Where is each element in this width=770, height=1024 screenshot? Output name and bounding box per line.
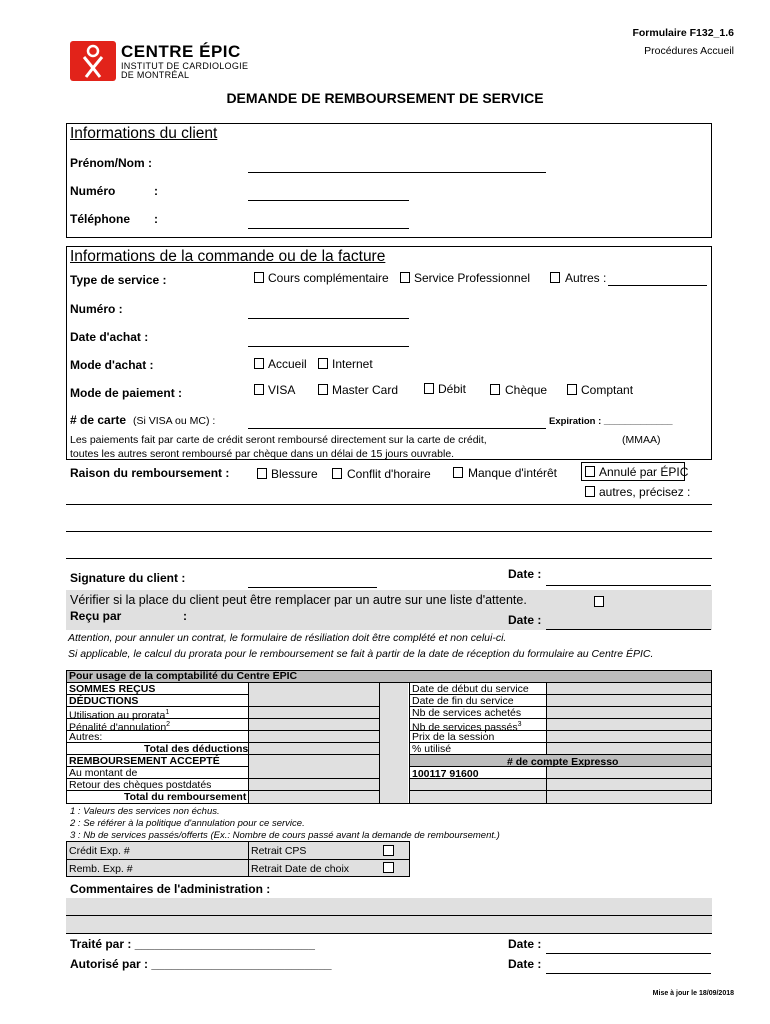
- purchase-date-field[interactable]: [248, 346, 409, 347]
- retrait-cps-checkbox[interactable]: [383, 845, 394, 856]
- reason-injury-label: Blessure: [271, 467, 318, 481]
- retrait-cps-label: Retrait CPS: [251, 845, 307, 857]
- penalty-label: Pénalité d'annulation$^2$: [69, 721, 171, 734]
- payment-visa-checkbox[interactable]: [254, 384, 264, 395]
- reason-schedule-label: Conflit d'horaire: [347, 467, 431, 481]
- logo-name: CENTRE ÉPIC: [121, 42, 241, 61]
- waitlist-checkbox[interactable]: [594, 596, 604, 607]
- reason-other-checkbox[interactable]: [585, 486, 595, 497]
- reason-cancelled-label: Annulé par ÉPIC: [599, 465, 689, 479]
- session-price-label: Prix de la session: [412, 731, 495, 743]
- order-number-label: Numéro :: [70, 302, 123, 316]
- sums-received-label: SOMMES REÇUS: [69, 683, 156, 695]
- footnote-2: 2 : Se référer à la politique d'annulation pour ce service.: [70, 818, 305, 829]
- expresso-header: # de compte Expresso: [507, 756, 619, 768]
- payment-cash-checkbox[interactable]: [567, 384, 577, 395]
- card-number-label: # de carte: [70, 413, 127, 427]
- purchase-mode-internet-label: Internet: [332, 357, 373, 371]
- processed-date-label: Date :: [508, 937, 542, 951]
- services-used-footnote-ref: 3: [517, 721, 522, 728]
- card-number-note: (Si VISA ou MC) :: [133, 415, 216, 427]
- phone-field[interactable]: [248, 228, 409, 229]
- payment-cheque-checkbox[interactable]: [490, 384, 500, 395]
- card-number-field[interactable]: [248, 428, 546, 429]
- total-deductions-label: Total des déductions: [144, 743, 249, 755]
- services-bought-label: Nb de services achetés: [412, 707, 522, 719]
- service-type-label: Type de service :: [70, 273, 167, 287]
- payment-mastercard-label: Master Card: [332, 383, 399, 397]
- purchase-mode-accueil-checkbox[interactable]: [254, 358, 264, 369]
- phone-colon: :: [154, 212, 158, 226]
- name-field[interactable]: [248, 172, 546, 173]
- service-professional-label: Service Professionnel: [414, 271, 531, 285]
- form-code: Formulaire F132_1.6: [632, 27, 734, 39]
- department-label: Procédures Accueil: [644, 45, 734, 57]
- received-by-label: Reçu par: [70, 609, 122, 623]
- reason-line-2[interactable]: [66, 531, 712, 532]
- client-number-colon: :: [154, 184, 158, 198]
- reason-injury-checkbox[interactable]: [257, 468, 267, 479]
- service-other-label: Autres :: [565, 271, 607, 285]
- update-date: Mise à jour le 18/09/2018: [652, 990, 734, 997]
- retrait-date-label: Retrait Date de choix: [251, 863, 350, 875]
- client-signature-label: Signature du client :: [70, 571, 186, 585]
- client-signature-field[interactable]: [248, 587, 377, 588]
- order-info-heading: Informations de la commande ou de la facture: [70, 248, 386, 265]
- reason-cancelled-checkbox[interactable]: [585, 466, 595, 477]
- prorata-label: Utilisation au prorata$^1$: [69, 709, 170, 722]
- amount-label: Au montant de: [69, 767, 138, 779]
- signature-date-label: Date :: [508, 567, 542, 581]
- prorata-note: Si applicable, le calcul du prorata pour le remboursement se fait à partir de la date de réception du formulaire au Centre ÉPIC.: [68, 648, 654, 660]
- service-other-field[interactable]: [608, 285, 707, 286]
- service-professional-checkbox[interactable]: [400, 272, 410, 283]
- purchase-mode-internet-checkbox[interactable]: [318, 358, 328, 369]
- payment-visa-label: VISA: [268, 383, 296, 397]
- authorized-date-label: Date :: [508, 957, 542, 971]
- amount-column-bg: [249, 683, 379, 803]
- processed-by-field[interactable]: Traité par : ___________________________: [70, 937, 315, 951]
- accounting-heading: Pour usage de la comptabilité du Centre ÉPIC: [69, 670, 298, 682]
- admin-comments-area[interactable]: [66, 898, 712, 934]
- footnote-3: 3 : Nb de services passés/offerts (Ex.: Nombre de cours passé avant la demande de remboursement.): [70, 830, 500, 841]
- cancellation-note: Attention, pour annuler un contrat, le formulaire de résiliation doit être complété et non celui-ci.: [68, 632, 507, 644]
- purchase-date-label: Date d'achat :: [70, 330, 149, 344]
- payment-debit-checkbox[interactable]: [424, 383, 434, 394]
- order-number-field[interactable]: [248, 318, 409, 319]
- signature-date-field[interactable]: [546, 585, 711, 586]
- service-complementary-label: Cours complémentaire: [268, 271, 389, 285]
- expresso-values-bg: [547, 767, 711, 803]
- service-start-label: Date de début du service: [412, 683, 529, 695]
- reason-interest-checkbox[interactable]: [453, 467, 463, 478]
- payment-note-2: toutes les autres seront remboursé par chèque dans un délai de 15 jours ouvrable.: [70, 448, 455, 460]
- prorata-footnote-ref: 1: [165, 709, 170, 716]
- postdated-cheques-label: Retour des chèques postdatés: [69, 779, 212, 791]
- refund-accepted-label: REMBOURSEMENT ACCEPTÉ: [69, 755, 220, 767]
- penalty-footnote-ref: 2: [166, 721, 171, 728]
- client-info-heading: Informations du client: [70, 125, 218, 142]
- reason-line-3[interactable]: [66, 558, 712, 559]
- client-number-label: Numéro: [70, 184, 116, 198]
- epic-logo-icon: [70, 41, 116, 81]
- logo-subtitle-2: DE MONTRÉAL: [121, 70, 190, 80]
- name-label: Prénom/Nom :: [70, 156, 153, 170]
- payment-cheque-label: Chèque: [505, 383, 548, 397]
- authorized-by-field[interactable]: Autorisé par : ___________________________: [70, 957, 332, 971]
- waitlist-note: Vérifier si la place du client peut être remplacer par un autre sur une liste d'attente.: [70, 593, 527, 607]
- deductions-label: DÉDUCTIONS: [69, 695, 139, 707]
- expiration-format: (MMAA): [622, 434, 661, 446]
- admin-comments-label: Commentaires de l'administration :: [70, 882, 271, 896]
- percent-used-label: % utilisé: [412, 743, 452, 755]
- services-used-label: Nb de services passés$^3$: [412, 721, 522, 734]
- logo-subtitle-1: INSTITUT DE CARDIOLOGIE: [121, 61, 249, 71]
- reason-label: Raison du remboursement :: [70, 466, 230, 480]
- payment-note-1: Les paiements fait par carte de crédit seront remboursé directement sur la carte de crédit,: [70, 434, 487, 446]
- client-number-field[interactable]: [248, 200, 409, 201]
- service-other-checkbox[interactable]: [550, 272, 560, 283]
- credit-exp-label: Crédit Exp. #: [69, 845, 130, 857]
- footnote-1: 1 : Valeurs des services non échus.: [70, 806, 220, 817]
- received-date-label: Date :: [508, 613, 542, 627]
- expresso-account: 100117 91600: [412, 768, 479, 780]
- payment-debit-label: Débit: [438, 382, 467, 396]
- retrait-date-checkbox[interactable]: [383, 862, 394, 873]
- expresso-empty-bg: [410, 779, 547, 803]
- payment-cash-label: Comptant: [581, 383, 634, 397]
- page-title: DEMANDE DE REMBOURSEMENT DE SERVICE: [226, 90, 544, 106]
- phone-label: Téléphone: [70, 212, 131, 226]
- total-refund-label: Total du remboursement: [124, 791, 247, 803]
- payment-mastercard-checkbox[interactable]: [318, 384, 328, 395]
- reason-other-label: autres, précisez :: [599, 485, 691, 499]
- remb-exp-label: Remb. Exp. #: [69, 863, 133, 875]
- authorized-date-field[interactable]: [546, 973, 711, 974]
- processed-date-field[interactable]: [546, 953, 711, 954]
- other-deductions-label: Autres:: [69, 731, 103, 743]
- service-complementary-checkbox[interactable]: [254, 272, 264, 283]
- payment-mode-label: Mode de paiement :: [70, 386, 183, 400]
- reason-line-1[interactable]: [66, 504, 712, 505]
- spacer-column-bg: [379, 683, 408, 803]
- received-by-colon: :: [183, 609, 187, 623]
- service-end-label: Date de fin du service: [412, 695, 514, 707]
- reason-interest-label: Manque d'intérêt: [468, 466, 558, 480]
- reason-schedule-checkbox[interactable]: [332, 468, 342, 479]
- purchase-mode-label: Mode d'achat :: [70, 358, 154, 372]
- received-date-field[interactable]: [546, 629, 711, 630]
- expiration-label[interactable]: Expiration : _____________: [549, 416, 673, 427]
- purchase-mode-accueil-label: Accueil: [268, 357, 307, 371]
